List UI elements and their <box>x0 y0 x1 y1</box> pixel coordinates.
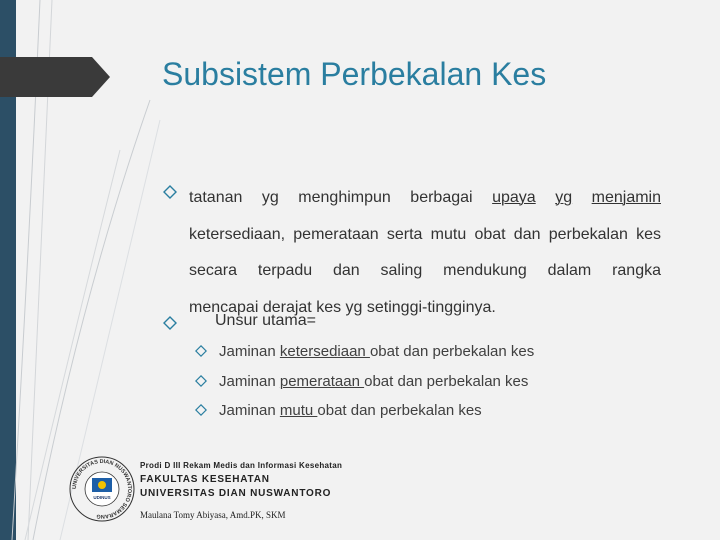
item-text: obat dan perbekalan kes <box>317 402 482 419</box>
paragraph-text <box>572 189 592 206</box>
university-logo <box>68 455 136 523</box>
item-text: obat dan perbekalan kes <box>364 373 529 390</box>
diamond-bullet-icon <box>195 375 207 387</box>
footer-author: Maulana Tomy Abiyasa, Amd.PK, SKM <box>140 510 286 520</box>
footer-program: Prodi D III Rekam Medis dan Informasi Kesehatan <box>140 461 343 470</box>
main-paragraph <box>189 180 661 326</box>
diamond-bullet-icon <box>163 185 177 199</box>
item-text: Jaminan <box>219 402 280 419</box>
svg-text:UDINUS: UDINUS <box>93 495 111 500</box>
list-item <box>219 373 528 390</box>
paragraph-text: tatanan yg menghimpun berbagai <box>189 189 493 206</box>
paragraph-text: mencapai derajat kes yg setinggi-tingginya. <box>189 298 496 316</box>
svg-text:UNIVERSITAS DIAN NUSWANTORO SE: UNIVERSITAS DIAN NUSWANTORO SEMARANG <box>71 458 133 520</box>
underlined-word: ketersediaan <box>279 343 370 360</box>
diamond-bullet-icon <box>195 404 207 416</box>
paragraph-text <box>536 189 556 206</box>
underlined-word: upaya <box>492 189 536 206</box>
underlined-word: mutu <box>279 402 318 419</box>
diamond-bullet-icon <box>195 345 207 357</box>
item-text: Jaminan <box>219 373 280 390</box>
item-text: Jaminan <box>219 343 280 360</box>
underlined-word: pemerataan <box>279 373 365 390</box>
underlined-word: yg <box>555 189 573 206</box>
paragraph-text: kes secara terpadu dan saling mendukung dalam rangka <box>189 225 661 279</box>
footer-university: UNIVERSITAS DIAN NUSWANTORO <box>140 488 332 499</box>
diamond-bullet-icon <box>163 316 177 330</box>
list-item <box>219 402 482 419</box>
underlined-word: menjamin <box>591 189 661 206</box>
list-item <box>219 343 534 360</box>
footer-faculty: FAKULTAS KESEHATAN <box>140 474 270 485</box>
sub-heading: Unsur utama= <box>215 312 316 329</box>
title-tab-shape <box>0 57 112 97</box>
item-text: obat dan perbekalan kes <box>369 343 535 360</box>
slide-title: Subsistem Perbekalan Kes <box>162 56 547 92</box>
paragraph-text: ketersediaan, pemerataan serta mutu obat dan perbekalan <box>189 225 628 243</box>
